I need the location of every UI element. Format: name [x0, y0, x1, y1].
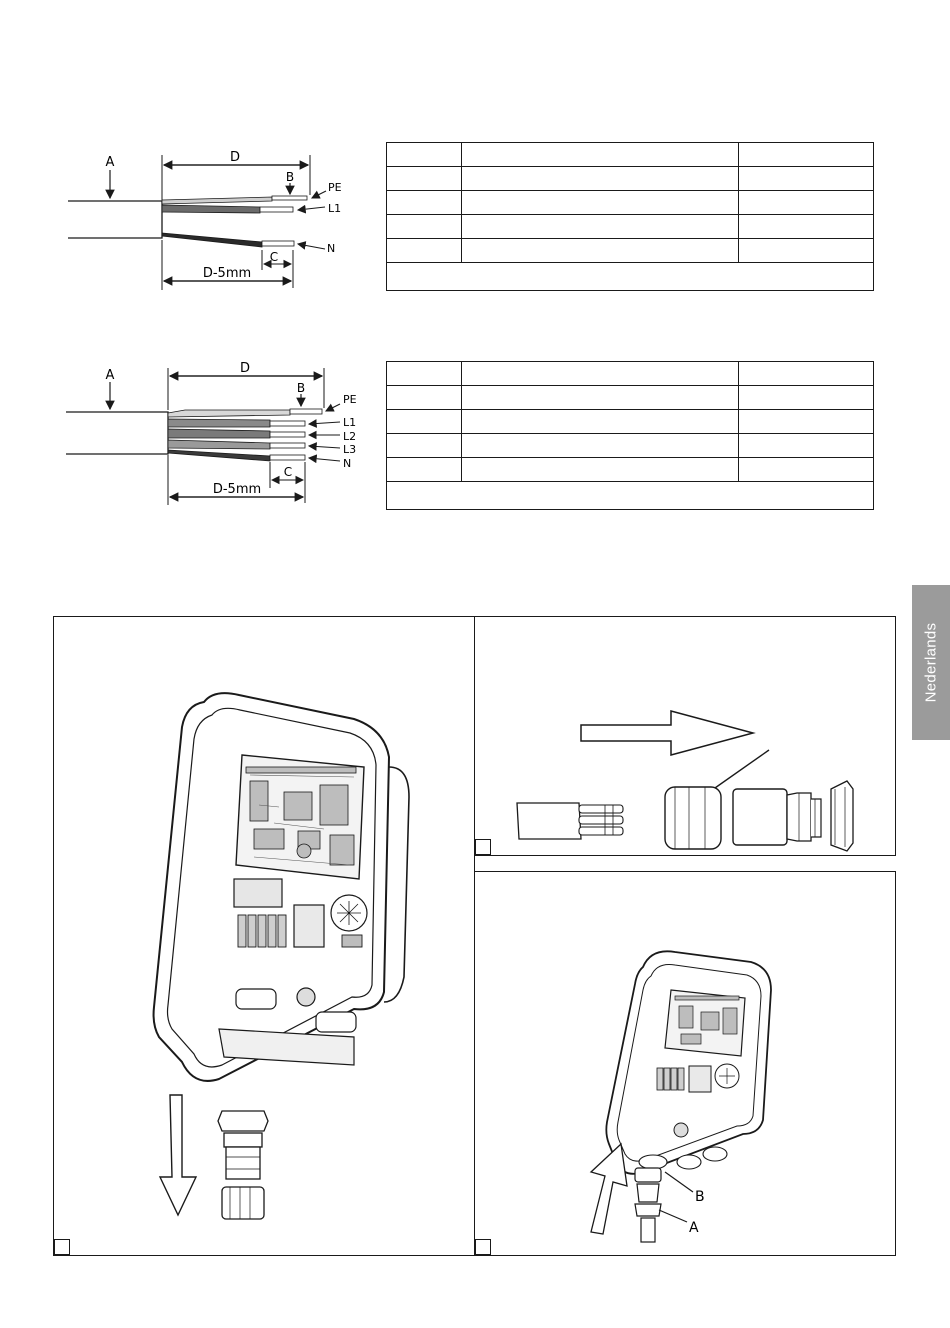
pe-label: PE [343, 393, 357, 406]
dim-c-label: C [269, 250, 279, 264]
dim-a-label: A [105, 368, 115, 383]
dim-d-label: D [239, 361, 251, 376]
table-row [387, 458, 874, 482]
language-tab-label: Nederlands [922, 622, 940, 703]
dim-b-label: B [296, 381, 306, 395]
charger-open-illustration [54, 617, 474, 1253]
gland-exploded-illustration [475, 617, 895, 853]
table-row [387, 434, 874, 458]
step-panel-insert-cable [474, 871, 896, 1256]
table-row [387, 167, 874, 191]
table-row [387, 239, 874, 263]
n-label: N [343, 457, 352, 470]
l1-label: L1 [343, 416, 357, 429]
step-panel-gland-assembly [474, 616, 896, 856]
table-note-row [387, 263, 874, 291]
dim-d5-label: D-5mm [202, 266, 252, 281]
l2-label: L2 [343, 430, 357, 443]
spec-table-single-phase [386, 142, 874, 291]
l3-label: L3 [343, 443, 357, 456]
language-tab [912, 585, 950, 740]
spec-table-three-phase [386, 361, 874, 510]
callout-b-label: B [695, 1189, 705, 1205]
pe-label: PE [328, 181, 342, 194]
table-row [387, 215, 874, 239]
dim-d5-label: D-5mm [212, 482, 262, 497]
dim-b-label: B [285, 170, 295, 184]
dim-d-label: D [229, 150, 241, 165]
wire-strip-diagram-single-phase [60, 140, 360, 300]
callout-a-label: A [689, 1220, 699, 1236]
dim-c-label: C [283, 465, 293, 479]
n-label: N [327, 242, 336, 255]
dim-a-label: A [105, 155, 115, 170]
charger-cable-entry-illustration [475, 872, 895, 1253]
table-row [387, 362, 874, 386]
table-row [387, 191, 874, 215]
table-row [387, 143, 874, 167]
wire-strip-diagram-three-phase [60, 355, 370, 515]
table-row [387, 386, 874, 410]
table-row [387, 410, 874, 434]
step-panel-remove-gland [53, 616, 475, 1256]
l1-label: L1 [328, 202, 342, 215]
table-note-row [387, 482, 874, 510]
